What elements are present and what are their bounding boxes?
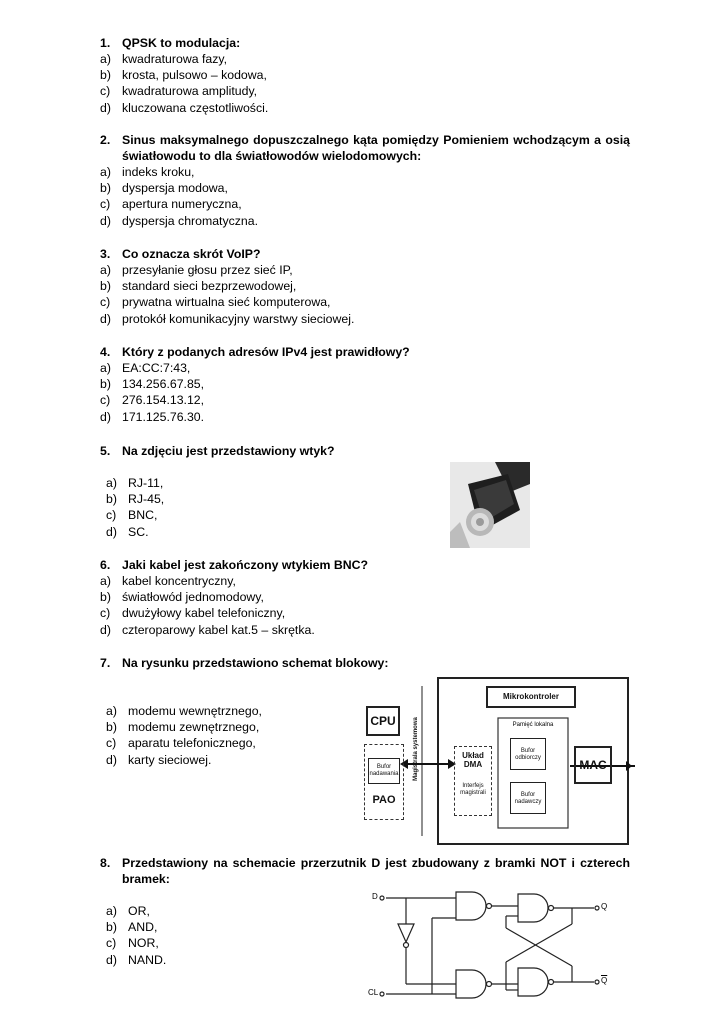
option-letter: b) [100, 590, 111, 605]
option-letter: d) [100, 409, 111, 424]
connector-photo [450, 462, 530, 548]
option-text: NOR, [128, 936, 159, 951]
option-text: RJ-11, [128, 476, 164, 490]
question-text: Na zdjęciu jest przedstawiony wtyk? [122, 444, 335, 458]
mac-block: MAC [574, 746, 612, 784]
option-d[interactable] [100, 524, 630, 540]
option-c[interactable] [100, 392, 630, 408]
output-q-label: Q [601, 902, 608, 911]
option-letter: b) [100, 181, 111, 196]
option-text: aparatu telefonicznego, [128, 736, 256, 751]
option-text: karty sieciowej. [128, 752, 212, 767]
option-d[interactable] [100, 622, 630, 638]
option-letter: b) [106, 920, 117, 935]
option-text: BNC, [128, 508, 158, 523]
option-text: SC. [128, 524, 149, 539]
option-d[interactable] [100, 409, 630, 425]
option-letter: a) [100, 165, 111, 179]
option-letter: a) [106, 704, 117, 718]
option-letter: c) [100, 84, 111, 99]
option-text: EA:CC:7:43, [122, 361, 191, 375]
option-letter: c) [100, 393, 111, 408]
option-letter: c) [100, 197, 111, 212]
cpu-block: CPU [366, 706, 400, 736]
option-letter: c) [100, 295, 111, 310]
microcontroller-block: Mikrokontroler [486, 686, 576, 708]
question-2 [100, 132, 630, 229]
option-text: indeks kroku, [122, 165, 195, 179]
question-text: Na rysunku przedstawiono schemat blokowy: [122, 656, 389, 670]
bus-interface-label: Interfejs magistrali [460, 783, 486, 796]
option-b[interactable] [100, 376, 630, 392]
option-letter: b) [106, 492, 117, 507]
option-a[interactable] [100, 573, 630, 589]
option-letter: d) [106, 952, 117, 967]
bus-label: Magistrala systemowa [413, 717, 419, 781]
option-letter: c) [100, 606, 111, 621]
option-text: standard sieci bezprzewodowej, [122, 279, 297, 294]
question-number: 5. [100, 444, 111, 458]
block-diagram [360, 676, 636, 848]
option-text: światłowód jednomodowy, [122, 590, 264, 605]
option-text: przesyłanie głosu przez sieć IP, [122, 263, 293, 277]
rx-buffer-block [510, 738, 546, 770]
option-text: czteroparowy kabel kat.5 – skrętka. [122, 622, 315, 637]
option-text: modemu wewnętrznego, [128, 704, 262, 718]
option-letter: a) [106, 476, 117, 490]
option-a[interactable] [100, 51, 630, 67]
option-b[interactable] [100, 278, 630, 294]
option-letter: c) [106, 936, 117, 951]
question-title [100, 344, 630, 360]
option-text: modemu zewnętrznego, [128, 720, 260, 735]
question-title [100, 132, 630, 164]
option-text: prywatna wirtualna sieć komputerowa, [122, 295, 331, 310]
option-letter: d) [100, 622, 111, 637]
option-a[interactable] [100, 164, 630, 180]
option-c[interactable] [100, 83, 630, 99]
option-letter: d) [106, 524, 117, 539]
tx-buffer-label: Bufor nadawczy [514, 792, 542, 805]
output-qbar-label: $\overline{Q}$ [601, 976, 608, 985]
option-letter: c) [106, 508, 117, 523]
option-b[interactable] [100, 589, 630, 605]
option-letter: b) [100, 279, 111, 294]
option-c[interactable] [100, 294, 630, 310]
option-d[interactable] [100, 311, 630, 327]
option-text: kabel koncentryczny, [122, 574, 236, 588]
dma-block [454, 746, 492, 816]
option-text: RJ-45, [128, 492, 165, 507]
option-letter: d) [100, 213, 111, 228]
question-number: 6. [100, 558, 111, 572]
question-text: Który z podanych adresów IPv4 jest prawidłowy? [122, 345, 410, 359]
option-text: 276.154.13.12, [122, 393, 205, 408]
question-5 [100, 443, 630, 540]
buffer-tx-label: Bufor nadawania [369, 764, 399, 777]
option-letter: d) [100, 311, 111, 326]
question-title [100, 855, 630, 887]
option-d[interactable] [100, 100, 630, 116]
option-text: kwadraturowa amplitudy, [122, 84, 258, 99]
option-letter: a) [100, 361, 111, 375]
question-title [100, 35, 630, 51]
option-text: dwużyłowy kabel telefoniczny, [122, 606, 286, 621]
question-title [100, 557, 630, 573]
option-text: krosta, pulsowo – kodowa, [122, 68, 267, 83]
question-number: 1. [100, 36, 111, 50]
option-letter: a) [106, 904, 117, 918]
flipflop-diagram [368, 890, 612, 1005]
option-text: protokół komunikacyjny warstwy sieciowej. [122, 311, 355, 326]
option-text: OR, [128, 904, 150, 918]
option-text: 134.256.67.85, [122, 377, 205, 392]
option-b[interactable] [100, 67, 630, 83]
option-c[interactable] [100, 507, 630, 523]
question-title [100, 246, 630, 262]
option-letter: b) [100, 377, 111, 392]
local-memory-label: Pamięć lokalna [512, 722, 554, 728]
option-text: dyspersja modowa, [122, 181, 228, 196]
question-text: Co oznacza skrót VoIP? [122, 247, 261, 261]
option-text: dyspersja chromatyczna. [122, 213, 259, 228]
question-number: 7. [100, 656, 111, 670]
option-letter: b) [100, 68, 111, 83]
option-b[interactable] [100, 491, 630, 507]
question-number: 4. [100, 345, 111, 359]
option-letter: d) [100, 100, 111, 115]
option-letter: a) [100, 574, 111, 588]
option-c[interactable] [100, 605, 630, 621]
question-title [100, 655, 630, 671]
input-cl-label: CL [368, 988, 379, 997]
option-letter: c) [106, 736, 117, 751]
tx-buffer-block [510, 782, 546, 814]
question-3 [100, 246, 630, 327]
rx-buffer-label: Bufor odbiorczy [515, 748, 541, 761]
option-d[interactable] [100, 213, 630, 229]
question-number: 3. [100, 247, 111, 261]
option-text: kwadraturowa fazy, [122, 52, 228, 66]
option-text: AND, [128, 920, 158, 935]
option-text: NAND. [128, 952, 167, 967]
option-b[interactable] [100, 180, 630, 196]
buffer-tx-block [368, 758, 400, 784]
question-1 [100, 35, 630, 116]
option-c[interactable] [100, 196, 630, 212]
option-text: apertura numeryczna, [122, 197, 242, 212]
pao-block: PAO [372, 794, 396, 806]
question-text: QPSK to modulacja: [122, 36, 241, 50]
option-letter: b) [106, 720, 117, 735]
option-a[interactable] [100, 475, 630, 491]
question-text: Jaki kabel jest zakończony wtykiem BNC? [122, 558, 369, 572]
question-number: 2. [100, 133, 111, 147]
question-6 [100, 557, 630, 638]
question-title [100, 443, 630, 459]
question-number: 8. [100, 856, 111, 870]
option-text: 171.125.76.30. [122, 409, 205, 424]
question-4 [100, 344, 630, 425]
option-letter: a) [100, 263, 111, 277]
option-a[interactable] [100, 262, 630, 278]
input-d-label: D [372, 892, 378, 901]
option-letter: a) [100, 52, 111, 66]
dma-label: Układ DMA [462, 751, 484, 769]
option-text: kluczowana częstotliwości. [122, 100, 269, 115]
option-letter: d) [106, 752, 117, 767]
question-text: Sinus maksymalnego dopuszczalnego kąta pomiędzy Pomieniem wchodzącym a osią światłowodu to dla światłowodów wielodomowych: [122, 133, 630, 163]
option-a[interactable] [100, 360, 630, 376]
question-text: Przedstawiony na schemacie przerzutnik D jest zbudowany z bramki NOT i czterech bramek: [122, 856, 630, 886]
